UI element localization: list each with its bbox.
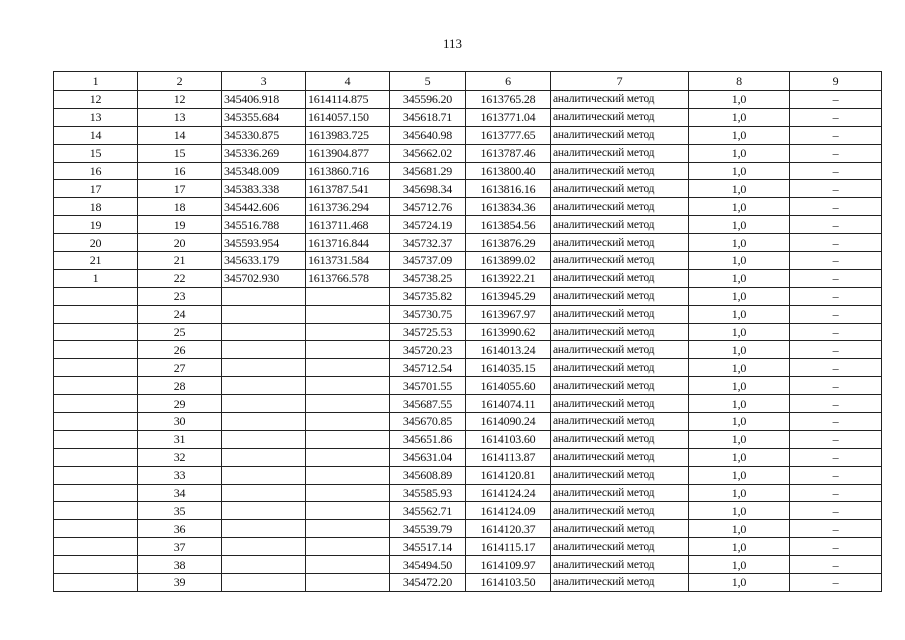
accuracy-cell: 1,0	[689, 359, 790, 377]
method-cell: аналитический метод	[551, 341, 689, 359]
table-row	[54, 108, 882, 126]
old-point-cell	[54, 520, 138, 538]
header-row	[54, 72, 882, 91]
x-cell: 345681.29	[390, 162, 466, 180]
note-cell: –	[790, 162, 882, 180]
accuracy-cell: 1,0	[689, 556, 790, 574]
new-point-cell: 36	[138, 520, 222, 538]
x-cell: 345737.09	[390, 252, 466, 270]
old-y-cell: 1613731.584	[306, 252, 390, 270]
old-point-cell: 18	[54, 198, 138, 216]
new-point-cell: 29	[138, 395, 222, 413]
note-cell: –	[790, 108, 882, 126]
y-cell: 1614120.37	[466, 520, 551, 538]
y-cell: 1613771.04	[466, 108, 551, 126]
table-row	[54, 305, 882, 323]
note-cell: –	[790, 234, 882, 252]
x-cell: 345596.20	[390, 91, 466, 109]
old-point-cell	[54, 305, 138, 323]
method-cell: аналитический метод	[551, 234, 689, 252]
y-cell: 1613765.28	[466, 91, 551, 109]
table-row	[54, 287, 882, 305]
old-y-cell	[306, 413, 390, 431]
method-cell: аналитический метод	[551, 144, 689, 162]
accuracy-cell: 1,0	[689, 323, 790, 341]
y-cell: 1614074.11	[466, 395, 551, 413]
old-y-cell: 1613860.716	[306, 162, 390, 180]
accuracy-cell: 1,0	[689, 198, 790, 216]
old-point-cell	[54, 359, 138, 377]
old-x-cell: 345348.009	[222, 162, 306, 180]
y-cell: 1614035.15	[466, 359, 551, 377]
new-point-cell: 12	[138, 91, 222, 109]
column-header: 5	[390, 72, 466, 91]
table-row	[54, 466, 882, 484]
y-cell: 1613945.29	[466, 287, 551, 305]
old-point-cell: 14	[54, 126, 138, 144]
y-cell: 1614103.50	[466, 574, 551, 592]
new-point-cell: 19	[138, 216, 222, 234]
new-point-cell: 18	[138, 198, 222, 216]
accuracy-cell: 1,0	[689, 466, 790, 484]
accuracy-cell: 1,0	[689, 520, 790, 538]
method-cell: аналитический метод	[551, 538, 689, 556]
old-y-cell	[306, 359, 390, 377]
y-cell: 1614109.97	[466, 556, 551, 574]
note-cell: –	[790, 91, 882, 109]
new-point-cell: 20	[138, 234, 222, 252]
note-cell: –	[790, 216, 882, 234]
table-row	[54, 162, 882, 180]
column-header: 4	[306, 72, 390, 91]
accuracy-cell: 1,0	[689, 180, 790, 198]
note-cell: –	[790, 538, 882, 556]
new-point-cell: 23	[138, 287, 222, 305]
new-point-cell: 24	[138, 305, 222, 323]
old-y-cell	[306, 287, 390, 305]
y-cell: 1613854.56	[466, 216, 551, 234]
table-row	[54, 448, 882, 466]
note-cell: –	[790, 359, 882, 377]
table-row	[54, 180, 882, 198]
column-header: 1	[54, 72, 138, 91]
column-header: 6	[466, 72, 551, 91]
accuracy-cell: 1,0	[689, 162, 790, 180]
x-cell: 345640.98	[390, 126, 466, 144]
new-point-cell: 22	[138, 269, 222, 287]
method-cell: аналитический метод	[551, 430, 689, 448]
note-cell: –	[790, 305, 882, 323]
old-point-cell: 20	[54, 234, 138, 252]
method-cell: аналитический метод	[551, 574, 689, 592]
table-row	[54, 538, 882, 556]
old-x-cell	[222, 574, 306, 592]
y-cell: 1614055.60	[466, 377, 551, 395]
table-row	[54, 502, 882, 520]
old-y-cell	[306, 502, 390, 520]
old-y-cell: 1614114.875	[306, 91, 390, 109]
old-y-cell: 1613766.578	[306, 269, 390, 287]
x-cell: 345472.20	[390, 574, 466, 592]
method-cell: аналитический метод	[551, 413, 689, 431]
y-cell: 1613787.46	[466, 144, 551, 162]
old-y-cell: 1613904.877	[306, 144, 390, 162]
y-cell: 1614090.24	[466, 413, 551, 431]
old-x-cell: 345633.179	[222, 252, 306, 270]
table-row	[54, 144, 882, 162]
note-cell: –	[790, 269, 882, 287]
y-cell: 1614115.17	[466, 538, 551, 556]
x-cell: 345738.25	[390, 269, 466, 287]
note-cell: –	[790, 180, 882, 198]
old-point-cell	[54, 574, 138, 592]
old-x-cell: 345593.954	[222, 234, 306, 252]
method-cell: аналитический метод	[551, 252, 689, 270]
table-row	[54, 252, 882, 270]
note-cell: –	[790, 502, 882, 520]
method-cell: аналитический метод	[551, 216, 689, 234]
table-row	[54, 341, 882, 359]
old-y-cell	[306, 466, 390, 484]
table-row	[54, 323, 882, 341]
old-x-cell: 345383.338	[222, 180, 306, 198]
old-y-cell: 1613787.541	[306, 180, 390, 198]
old-y-cell: 1613983.725	[306, 126, 390, 144]
new-point-cell: 27	[138, 359, 222, 377]
y-cell: 1613899.02	[466, 252, 551, 270]
coordinates-table	[53, 71, 882, 592]
page-number: 113	[442, 36, 463, 51]
old-point-cell	[54, 556, 138, 574]
method-cell: аналитический метод	[551, 359, 689, 377]
method-cell: аналитический метод	[551, 556, 689, 574]
new-point-cell: 34	[138, 484, 222, 502]
table-row	[54, 126, 882, 144]
y-cell: 1614120.81	[466, 466, 551, 484]
accuracy-cell: 1,0	[689, 144, 790, 162]
old-point-cell: 17	[54, 180, 138, 198]
method-cell: аналитический метод	[551, 323, 689, 341]
x-cell: 345585.93	[390, 484, 466, 502]
note-cell: –	[790, 287, 882, 305]
old-x-cell	[222, 395, 306, 413]
y-cell: 1613990.62	[466, 323, 551, 341]
old-x-cell	[222, 413, 306, 431]
old-y-cell: 1614057.150	[306, 108, 390, 126]
old-point-cell: 16	[54, 162, 138, 180]
y-cell: 1614124.24	[466, 484, 551, 502]
old-point-cell	[54, 502, 138, 520]
new-point-cell: 14	[138, 126, 222, 144]
note-cell: –	[790, 395, 882, 413]
new-point-cell: 16	[138, 162, 222, 180]
new-point-cell: 30	[138, 413, 222, 431]
x-cell: 345494.50	[390, 556, 466, 574]
note-cell: –	[790, 252, 882, 270]
old-y-cell: 1613716.844	[306, 234, 390, 252]
old-point-cell	[54, 341, 138, 359]
note-cell: –	[790, 448, 882, 466]
old-x-cell	[222, 359, 306, 377]
method-cell: аналитический метод	[551, 395, 689, 413]
old-x-cell: 345336.269	[222, 144, 306, 162]
table-row	[54, 520, 882, 538]
method-cell: аналитический метод	[551, 91, 689, 109]
table-row	[54, 91, 882, 109]
y-cell: 1613876.29	[466, 234, 551, 252]
old-y-cell	[306, 556, 390, 574]
old-point-cell: 13	[54, 108, 138, 126]
method-cell: аналитический метод	[551, 466, 689, 484]
note-cell: –	[790, 377, 882, 395]
old-x-cell: 345330.875	[222, 126, 306, 144]
y-cell: 1614013.24	[466, 341, 551, 359]
method-cell: аналитический метод	[551, 305, 689, 323]
x-cell: 345701.55	[390, 377, 466, 395]
note-cell: –	[790, 126, 882, 144]
y-cell: 1613777.65	[466, 126, 551, 144]
accuracy-cell: 1,0	[689, 234, 790, 252]
accuracy-cell: 1,0	[689, 91, 790, 109]
old-point-cell	[54, 377, 138, 395]
y-cell: 1614113.87	[466, 448, 551, 466]
old-x-cell: 345406.918	[222, 91, 306, 109]
old-point-cell	[54, 413, 138, 431]
column-header: 9	[790, 72, 882, 91]
x-cell: 345608.89	[390, 466, 466, 484]
old-y-cell	[306, 484, 390, 502]
old-y-cell	[306, 305, 390, 323]
accuracy-cell: 1,0	[689, 305, 790, 323]
old-y-cell	[306, 538, 390, 556]
accuracy-cell: 1,0	[689, 448, 790, 466]
table-row	[54, 430, 882, 448]
old-y-cell: 1613736.294	[306, 198, 390, 216]
new-point-cell: 33	[138, 466, 222, 484]
new-point-cell: 37	[138, 538, 222, 556]
method-cell: аналитический метод	[551, 520, 689, 538]
accuracy-cell: 1,0	[689, 252, 790, 270]
old-point-cell: 12	[54, 91, 138, 109]
note-cell: –	[790, 574, 882, 592]
old-point-cell	[54, 466, 138, 484]
accuracy-cell: 1,0	[689, 287, 790, 305]
note-cell: –	[790, 341, 882, 359]
column-header: 8	[689, 72, 790, 91]
old-x-cell: 345702.930	[222, 269, 306, 287]
old-x-cell: 345442.606	[222, 198, 306, 216]
x-cell: 345517.14	[390, 538, 466, 556]
note-cell: –	[790, 198, 882, 216]
x-cell: 345670.85	[390, 413, 466, 431]
old-x-cell	[222, 484, 306, 502]
old-x-cell	[222, 323, 306, 341]
table-row	[54, 413, 882, 431]
old-y-cell	[306, 430, 390, 448]
table-row	[54, 359, 882, 377]
table-row	[54, 395, 882, 413]
table-row	[54, 216, 882, 234]
table-row	[54, 234, 882, 252]
old-x-cell	[222, 466, 306, 484]
new-point-cell: 15	[138, 144, 222, 162]
old-y-cell	[306, 448, 390, 466]
old-point-cell	[54, 395, 138, 413]
note-cell: –	[790, 323, 882, 341]
note-cell: –	[790, 430, 882, 448]
new-point-cell: 31	[138, 430, 222, 448]
x-cell: 345662.02	[390, 144, 466, 162]
y-cell: 1613800.40	[466, 162, 551, 180]
new-point-cell: 21	[138, 252, 222, 270]
accuracy-cell: 1,0	[689, 216, 790, 234]
method-cell: аналитический метод	[551, 502, 689, 520]
new-point-cell: 13	[138, 108, 222, 126]
new-point-cell: 32	[138, 448, 222, 466]
x-cell: 345730.75	[390, 305, 466, 323]
accuracy-cell: 1,0	[689, 108, 790, 126]
old-y-cell	[306, 323, 390, 341]
column-header: 7	[551, 72, 689, 91]
note-cell: –	[790, 413, 882, 431]
x-cell: 345687.55	[390, 395, 466, 413]
x-cell: 345631.04	[390, 448, 466, 466]
method-cell: аналитический метод	[551, 287, 689, 305]
accuracy-cell: 1,0	[689, 341, 790, 359]
x-cell: 345539.79	[390, 520, 466, 538]
old-point-cell	[54, 430, 138, 448]
x-cell: 345724.19	[390, 216, 466, 234]
table-row	[54, 269, 882, 287]
x-cell: 345712.76	[390, 198, 466, 216]
accuracy-cell: 1,0	[689, 484, 790, 502]
old-x-cell	[222, 287, 306, 305]
accuracy-cell: 1,0	[689, 574, 790, 592]
new-point-cell: 17	[138, 180, 222, 198]
method-cell: аналитический метод	[551, 126, 689, 144]
accuracy-cell: 1,0	[689, 126, 790, 144]
table-row	[54, 198, 882, 216]
method-cell: аналитический метод	[551, 108, 689, 126]
old-point-cell: 1	[54, 269, 138, 287]
x-cell: 345698.34	[390, 180, 466, 198]
accuracy-cell: 1,0	[689, 377, 790, 395]
accuracy-cell: 1,0	[689, 538, 790, 556]
accuracy-cell: 1,0	[689, 395, 790, 413]
old-x-cell: 345355.684	[222, 108, 306, 126]
y-cell: 1613834.36	[466, 198, 551, 216]
method-cell: аналитический метод	[551, 180, 689, 198]
x-cell: 345735.82	[390, 287, 466, 305]
note-cell: –	[790, 556, 882, 574]
old-x-cell	[222, 305, 306, 323]
x-cell: 345732.37	[390, 234, 466, 252]
method-cell: аналитический метод	[551, 162, 689, 180]
x-cell: 345725.53	[390, 323, 466, 341]
old-x-cell	[222, 430, 306, 448]
column-header: 2	[138, 72, 222, 91]
y-cell: 1613967.97	[466, 305, 551, 323]
new-point-cell: 28	[138, 377, 222, 395]
table-row	[54, 556, 882, 574]
note-cell: –	[790, 466, 882, 484]
x-cell: 345562.71	[390, 502, 466, 520]
x-cell: 345712.54	[390, 359, 466, 377]
old-y-cell	[306, 341, 390, 359]
old-y-cell	[306, 520, 390, 538]
y-cell: 1614103.60	[466, 430, 551, 448]
table-row	[54, 484, 882, 502]
note-cell: –	[790, 520, 882, 538]
accuracy-cell: 1,0	[689, 413, 790, 431]
old-x-cell	[222, 341, 306, 359]
old-x-cell	[222, 377, 306, 395]
table-row	[54, 574, 882, 592]
y-cell: 1613816.16	[466, 180, 551, 198]
old-x-cell	[222, 556, 306, 574]
old-y-cell	[306, 395, 390, 413]
new-point-cell: 35	[138, 502, 222, 520]
old-x-cell: 345516.788	[222, 216, 306, 234]
note-cell: –	[790, 484, 882, 502]
method-cell: аналитический метод	[551, 269, 689, 287]
old-y-cell	[306, 574, 390, 592]
x-cell: 345720.23	[390, 341, 466, 359]
column-header: 3	[222, 72, 306, 91]
y-cell: 1613922.21	[466, 269, 551, 287]
old-point-cell: 21	[54, 252, 138, 270]
table-row	[54, 377, 882, 395]
old-point-cell	[54, 323, 138, 341]
old-y-cell	[306, 377, 390, 395]
old-point-cell	[54, 287, 138, 305]
method-cell: аналитический метод	[551, 448, 689, 466]
accuracy-cell: 1,0	[689, 430, 790, 448]
old-x-cell	[222, 502, 306, 520]
new-point-cell: 26	[138, 341, 222, 359]
old-x-cell	[222, 448, 306, 466]
accuracy-cell: 1,0	[689, 269, 790, 287]
old-point-cell	[54, 484, 138, 502]
x-cell: 345618.71	[390, 108, 466, 126]
old-x-cell	[222, 520, 306, 538]
accuracy-cell: 1,0	[689, 502, 790, 520]
method-cell: аналитический метод	[551, 198, 689, 216]
new-point-cell: 38	[138, 556, 222, 574]
table-body	[54, 72, 882, 592]
new-point-cell: 25	[138, 323, 222, 341]
method-cell: аналитический метод	[551, 377, 689, 395]
old-point-cell: 19	[54, 216, 138, 234]
new-point-cell: 39	[138, 574, 222, 592]
old-y-cell: 1613711.468	[306, 216, 390, 234]
y-cell: 1614124.09	[466, 502, 551, 520]
old-point-cell: 15	[54, 144, 138, 162]
old-point-cell	[54, 448, 138, 466]
method-cell: аналитический метод	[551, 484, 689, 502]
x-cell: 345651.86	[390, 430, 466, 448]
old-point-cell	[54, 538, 138, 556]
note-cell: –	[790, 144, 882, 162]
old-x-cell	[222, 538, 306, 556]
